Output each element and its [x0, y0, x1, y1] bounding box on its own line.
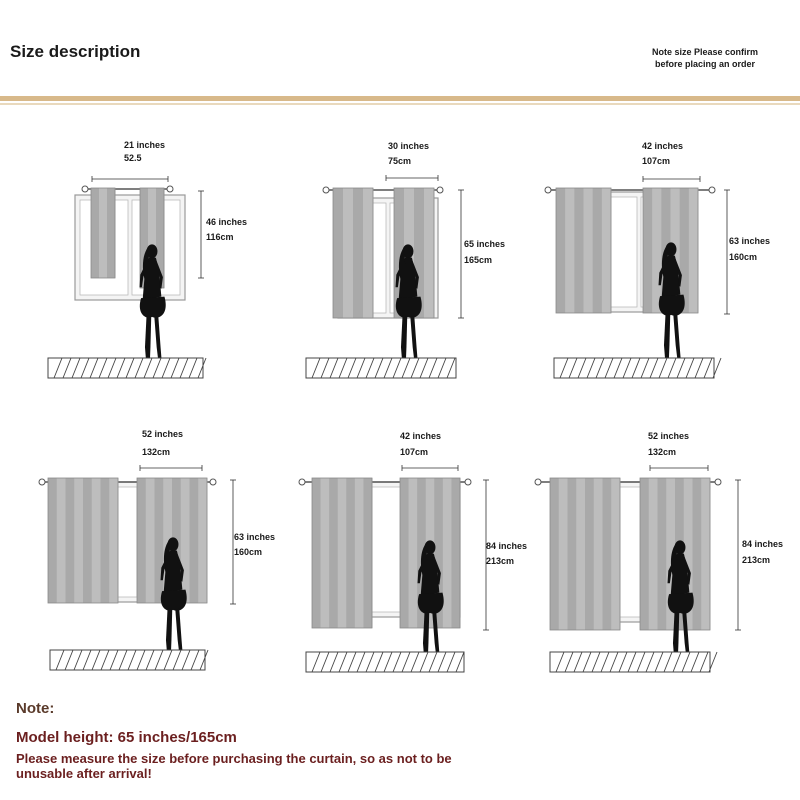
width-inches-label: 21 inches [124, 140, 166, 150]
curtain-illustration-4 [30, 420, 290, 720]
width-cm-label: 75cm [388, 156, 412, 166]
curtain-panel [556, 188, 612, 313]
rod-finial [545, 187, 551, 193]
curtain-panel [312, 478, 373, 628]
floor-rug [306, 358, 456, 378]
width-inches-label: 42 inches [400, 431, 442, 441]
curtain-illustration-2 [300, 130, 560, 430]
height-cm-label: 213cm [742, 555, 771, 565]
height-cm-label: 116cm [206, 232, 234, 242]
rod-finial [465, 479, 471, 485]
order-note: Note size Please confirm before placing an order [651, 47, 759, 69]
curtain-illustration-3 [540, 130, 800, 430]
height-inches-label: 84 inches [742, 539, 784, 549]
height-inches-label: 63 inches [234, 532, 276, 542]
width-inches-label: 52 inches [648, 431, 690, 441]
curtain-panel [91, 188, 116, 278]
height-inches-label: 46 inches [206, 217, 248, 227]
height-cm-label: 160cm [729, 252, 758, 262]
model-height: Model height: 65 inches/165cm [16, 729, 237, 746]
rod-finial [709, 187, 715, 193]
width-cm-label: 107cm [400, 447, 429, 457]
curtain-illustration-5 [290, 420, 550, 720]
header-divider-thin [0, 103, 800, 105]
size-panel-1 [40, 130, 300, 430]
rod-finial [167, 186, 173, 192]
height-inches-label: 84 inches [486, 541, 528, 551]
width-cm-label: 132cm [648, 447, 677, 457]
height-inches-label: 65 inches [464, 239, 506, 249]
curtain-panel [48, 478, 119, 603]
floor-rug [48, 358, 203, 378]
rod-finial [210, 479, 216, 485]
rod-finial [82, 186, 88, 192]
width-cm-label: 132cm [142, 447, 171, 457]
rod-finial [437, 187, 443, 193]
header-divider [0, 96, 800, 101]
size-panel-4 [30, 420, 290, 720]
size-panel-6 [530, 420, 790, 720]
rod-finial [39, 479, 45, 485]
rod-finial [535, 479, 541, 485]
width-cm-label: 52.5 [124, 153, 142, 163]
measure-warning: Please measure the size before purchasing the curtain, so as not to be unusable after arrival! [16, 751, 452, 781]
width-cm-label: 107cm [642, 156, 671, 166]
rod-finial [299, 479, 305, 485]
size-panel-2 [300, 130, 560, 430]
width-inches-label: 52 inches [142, 429, 184, 439]
curtain-panel [333, 188, 374, 318]
curtain-illustration-1 [40, 130, 300, 430]
page-title: Size description [10, 42, 141, 61]
height-cm-label: 160cm [234, 547, 263, 557]
size-panel-3 [540, 130, 800, 430]
rod-finial [323, 187, 329, 193]
note-heading: Note: [16, 700, 55, 717]
rod-finial [715, 479, 721, 485]
height-cm-label: 165cm [464, 255, 493, 265]
width-inches-label: 42 inches [642, 141, 684, 151]
floor-rug [50, 650, 205, 670]
height-cm-label: 213cm [486, 556, 515, 566]
width-inches-label: 30 inches [388, 141, 430, 151]
curtain-panel [550, 478, 621, 630]
curtain-illustration-6 [530, 420, 790, 720]
size-panel-5 [290, 420, 550, 720]
height-inches-label: 63 inches [729, 236, 771, 246]
